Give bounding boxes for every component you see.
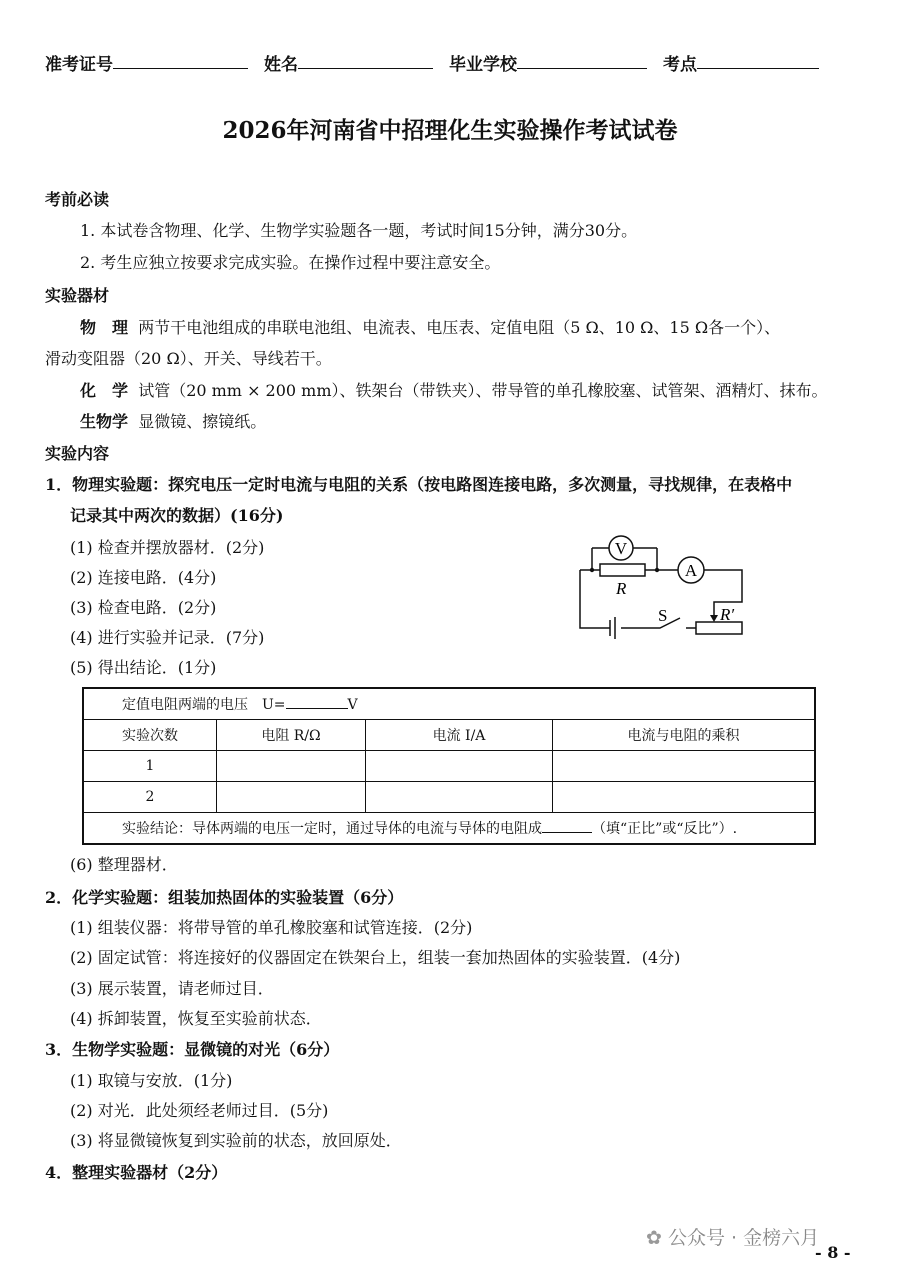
resistance-cell[interactable] bbox=[217, 751, 366, 782]
rheostat-icon bbox=[696, 622, 742, 634]
q2-step: (2) 固定试管：将连接好的仪器固定在铁架台上，组装一套加热固体的实验装置．(4分) bbox=[70, 948, 681, 967]
trial-number: 2 bbox=[83, 782, 217, 813]
q1-step: (5) 得出结论．(1分) bbox=[70, 658, 217, 677]
conclusion-blank[interactable] bbox=[542, 818, 592, 833]
chemistry-label: 化 学 bbox=[80, 381, 129, 400]
q3-step: (2) 对光．此处须经老师过目．(5分) bbox=[70, 1101, 329, 1120]
trial-number: 1 bbox=[83, 751, 217, 782]
school-blank[interactable] bbox=[517, 50, 647, 69]
q4-title: 4．整理实验器材（2分） bbox=[45, 1163, 228, 1182]
watermark-text: 公众号 · 金榜六月 bbox=[667, 1227, 820, 1249]
equipment-heading: 实验器材 bbox=[45, 286, 110, 305]
voltage-unit: V bbox=[347, 697, 358, 713]
switch-label: S bbox=[658, 606, 668, 625]
equipment-biology bbox=[80, 409, 266, 432]
q2-title: 2．化学实验题：组装加热固体的实验装置（6分） bbox=[45, 888, 404, 907]
table-row bbox=[83, 782, 815, 813]
conclusion-text: 实验结论：导体两端的电压一定时，通过导体的电流与导体的电阻成 bbox=[122, 821, 542, 837]
col-header: 电阻 R/Ω bbox=[217, 720, 366, 751]
product-cell[interactable] bbox=[553, 782, 816, 813]
biology-text: 显微镜、擦镜纸。 bbox=[138, 412, 267, 431]
q2-step: (1) 组装仪器：将带导管的单孔橡胶塞和试管连接．(2分) bbox=[70, 918, 473, 937]
col-header: 电流与电阻的乘积 bbox=[553, 720, 816, 751]
q3-title: 3．生物学实验题：显微镜的对光（6分） bbox=[45, 1040, 340, 1059]
notice-heading: 考前必读 bbox=[45, 190, 110, 209]
conclusion-row bbox=[83, 813, 815, 845]
field-label: 姓名 bbox=[264, 55, 298, 75]
voltage-blank[interactable] bbox=[286, 694, 348, 709]
q2-step: (3) 展示装置，请老师过目． bbox=[70, 979, 274, 998]
wechat-icon: ✿ bbox=[646, 1227, 668, 1249]
q1-title: 1．物理实验题：探究电压一定时电流与电阻的关系（按电路图连接电路，多次测量，寻找规律，在表格中 bbox=[45, 475, 793, 494]
voltmeter-label: V bbox=[614, 539, 628, 558]
field-label: 毕业学校 bbox=[449, 55, 517, 75]
voltage-label: 定值电阻两端的电压 U= bbox=[122, 697, 286, 713]
col-header: 实验次数 bbox=[83, 720, 217, 751]
exam-site-blank[interactable] bbox=[697, 50, 819, 69]
rheostat-label: R′ bbox=[720, 605, 735, 624]
biology-label: 生物学 bbox=[80, 412, 129, 431]
voltage-row bbox=[83, 688, 815, 720]
physics-text-2: 滑动变阻器（20 Ω）、开关、导线若干。 bbox=[45, 349, 332, 368]
conclusion-hint: （填“正比”或“反比”）. bbox=[592, 821, 738, 837]
ammeter-label: A bbox=[684, 561, 698, 580]
exam-header-fields bbox=[45, 50, 819, 75]
field-label: 考点 bbox=[663, 55, 697, 75]
circuit-diagram bbox=[570, 520, 750, 650]
equipment-chemistry bbox=[80, 378, 828, 401]
physics-text: 两节干电池组成的串联电池组、电流表、电压表、定值电阻（5 Ω、10 Ω、15 Ω各一个）、 bbox=[138, 318, 781, 337]
field-label: 准考证号 bbox=[45, 55, 113, 75]
q1-title-2: 记录其中两次的数据）(16分) bbox=[70, 506, 284, 525]
resistor-label: R bbox=[616, 579, 627, 598]
table-row bbox=[83, 751, 815, 782]
q1-step: (6) 整理器材． bbox=[70, 855, 178, 874]
product-cell[interactable] bbox=[553, 751, 816, 782]
chemistry-text: 试管（20 mm × 200 mm）、铁架台（带铁夹）、带导管的单孔橡胶塞、试管架、酒精灯、抹布。 bbox=[138, 381, 828, 400]
data-table bbox=[82, 687, 816, 845]
content-heading: 实验内容 bbox=[45, 444, 110, 463]
q3-step: (1) 取镜与安放．(1分) bbox=[70, 1071, 233, 1090]
col-header: 电流 I/A bbox=[366, 720, 553, 751]
equipment-physics bbox=[80, 315, 780, 338]
q3-step: (3) 将显微镜恢复到实验前的状态，放回原处． bbox=[70, 1131, 402, 1150]
page-title: 2026年河南省中招理化生实验操作考试试卷 bbox=[222, 117, 678, 144]
resistance-cell[interactable] bbox=[217, 782, 366, 813]
q2-step: (4) 拆卸装置，恢复至实验前状态． bbox=[70, 1009, 322, 1028]
q1-step: (4) 进行实验并记录．(7分) bbox=[70, 628, 265, 647]
current-cell[interactable] bbox=[366, 782, 553, 813]
page-number: - 8 - bbox=[815, 1243, 851, 1262]
notice-item: 2. 考生应独立按要求完成实验。在操作过程中要注意安全。 bbox=[80, 253, 501, 272]
exam-number-blank[interactable] bbox=[113, 50, 248, 69]
q1-step: (1) 检查并摆放器材．(2分) bbox=[70, 538, 265, 557]
resistor-icon bbox=[600, 564, 645, 576]
physics-label: 物 理 bbox=[80, 318, 129, 337]
name-blank[interactable] bbox=[298, 50, 433, 69]
notice-item: 1. 本试卷含物理、化学、生物学实验题各一题，考试时间15分钟，满分30分。 bbox=[80, 221, 638, 240]
watermark bbox=[646, 1223, 819, 1250]
current-cell[interactable] bbox=[366, 751, 553, 782]
q1-step: (2) 连接电路．(4分) bbox=[70, 568, 217, 587]
q1-step: (3) 检查电路．(2分) bbox=[70, 598, 217, 617]
battery-icon bbox=[610, 617, 615, 639]
